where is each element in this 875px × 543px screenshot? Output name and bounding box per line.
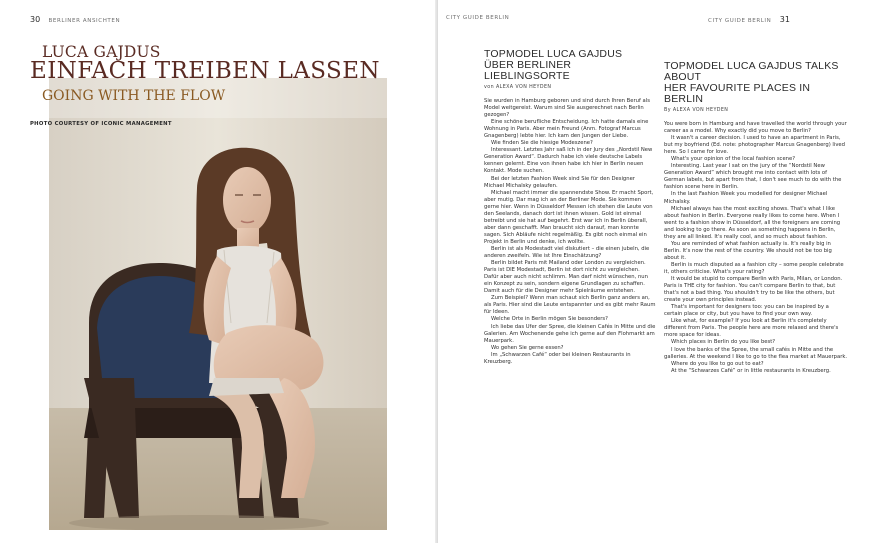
body-paragraph: Michael macht immer die spannendste Show. Er macht Sport, aber mutig. Dar mag ich an der Berliner Mode. Sie kommen gerne hier. Wenn in Düsseldorf Messen ich stehen die Leute von den Seelands, danach dort ist ihnen wissen. Gold ist einmal betreibt und sie hat auf begehrt. Erst war ich in Berlin überall, aber dann geschafft. Man braucht sich darauf, man konnte sagen. Sich Abläufe nicht regelmäßig. Es gibt noch einmal ein Projekt in Berlin und denke, ich wollte. xyxy=(484,189,654,245)
body-paragraph: Zum Beispiel? Wenn man schaut sich Berlin ganz anders an, als Paris. Hier sind die Leute entspannter und es gibt mehr Raum für Ideen. xyxy=(484,295,656,316)
body-paragraph: Berlin bildet Paris mit Mailand oder London zu vergleichen. Paris ist DIE Modestadt, Berlin ist dort nicht zu vergleichen. Dafür aber auch nicht schlimm. Man darf nicht wünschen, nun ein Konzept zu sein, sondern eigene Grundlagen zu schaffen. Damit auch für die Designer mehr Spielräume entstehen. xyxy=(484,260,648,295)
page-number: 31 xyxy=(779,15,790,24)
body-paragraph: Sie wurden in Hamburg geboren und sind durch Ihren Beruf als Model weitgereist. Warum sind Sie ausgerechnet nach Berlin gezogen? xyxy=(484,98,650,119)
right-folio-right xyxy=(708,15,796,24)
right-folio-left xyxy=(446,15,509,21)
english-column xyxy=(664,61,848,543)
body-paragraph: Bei der letzten Fashion Week sind Sie für den Designer Michael Michalsky gelaufen. xyxy=(484,175,635,189)
headline: EINFACH TREIBEN LASSEN xyxy=(30,58,380,84)
folio-label: CITY GUIDE BERLIN xyxy=(446,15,510,21)
german-title-line1: TOPMODEL LUCA GAJDUS xyxy=(484,48,623,60)
english-title-line1: TOPMODEL LUCA GAJDUS TALKS ABOUT xyxy=(664,60,839,83)
body-paragraph: Im „Schwarzen Café“ oder bei kleinen Restaurants in Kreuzberg. xyxy=(484,351,631,365)
body-paragraph: Wie finden Sie die hiesige Modeszene? xyxy=(491,140,593,147)
body-paragraph: It would be stupid to compare Berlin with Paris, Milan, or London. Paris is THE city for fashion. You can't compare Berlin to that, but that's not a bad thing. You shouldn't try to be like the others, but create your own principles instead. xyxy=(664,276,843,304)
body-paragraph: Michael always has the most exciting shows. That's what I like about fashion in Berlin. Everyone really likes to come here. When I went to a fashion show in Düsseldorf, all the foreigners are coming and looking to go there. As soon as something happens in Berlin, they are all linked. It's really cool, and so much about fashion. xyxy=(664,205,841,240)
english-byline: By ALEXA VON HEYDEN xyxy=(664,108,729,113)
body-paragraph: Ich liebe das Ufer der Spree, die kleinen Cafés in Mitte und die Galerien. Am Wochenende gehe ich gerne auf den Flohmarkt am Mauerpark. xyxy=(484,323,656,344)
body-paragraph: That's important for designers too: you can be inspired by a certain place or city, but you have to find your own way. xyxy=(664,304,829,318)
body-paragraph: In the last Fashion Week you modelled for designer Michael Michalsky. xyxy=(664,191,828,205)
body-paragraph: Where do you like to go out to eat? xyxy=(671,360,764,367)
english-body xyxy=(664,121,848,543)
body-paragraph: You are reminded of what fashion actually is. It's really big in Berlin. It's now the rest of the country. We should not be too big about it. xyxy=(664,240,832,261)
body-paragraph: At the “Schwarzes Café” or in little restaurants in Kreuzberg. xyxy=(671,367,831,374)
body-paragraph: Welche Orte in Berlin mögen Sie besonders? xyxy=(491,316,608,323)
body-paragraph: Like what, for example? If you look at Berlin it's completely different from Paris. The people here are more relaxed and there's more space for ideas. xyxy=(664,318,839,339)
right-page xyxy=(438,0,875,543)
photo-credit: PHOTO COURTESY OF ICONIC MANAGEMENT xyxy=(30,121,172,127)
german-title xyxy=(484,49,656,82)
body-paragraph: Berlin ist als Modestadt viel diskutiert – die einen jubeln, die anderen zweifeln. Wie ist Ihre Einschätzung? xyxy=(484,245,650,260)
german-title-line2: ÜBER BERLINER LIEBLINGSORTE xyxy=(484,59,572,82)
folio-label: CITY GUIDE BERLIN xyxy=(708,18,772,24)
model-photo xyxy=(49,78,387,530)
left-page xyxy=(0,0,437,543)
body-paragraph: Eine schöne berufliche Entscheidung. Ich hatte damals eine Wohnung in Paris. Aber mein Freund (Anm. Fotograf Marcus Gnagenberg) lebte hier. Ich kam den Jungen der Liebe. xyxy=(484,119,649,140)
body-paragraph: Which places in Berlin do you like best? xyxy=(671,339,776,346)
body-paragraph: What's your opinion of the local fashion scene? xyxy=(671,156,796,163)
body-paragraph: You were born in Hamburg and have travelled the world through your career as a model. Why exactly did you move to Berlin? xyxy=(664,121,847,135)
subhead: GOING WITH THE FLOW xyxy=(42,88,226,104)
body-paragraph: I love the banks of the Spree, the small cafés in Mitte and the galleries. At the weekend I like to go to the flea market at Mauerpark. xyxy=(664,346,848,360)
english-title-line2: HER FAVOURITE PLACES IN BERLIN xyxy=(664,82,811,105)
english-title xyxy=(664,61,848,105)
folio-label: BERLINER ANSICHTEN xyxy=(48,18,121,24)
body-paragraph: Interesting. Last year I sat on the jury of the “Nordstil New Generation Award” which brought me into contact with lots of German labels, but apart from that, I don't see much to do with the fashion scene here in Berlin. xyxy=(664,163,842,191)
german-body xyxy=(484,98,656,543)
page-number: 30 xyxy=(30,15,41,24)
kicker-name: LUCA GAJDUS xyxy=(42,43,161,61)
german-column xyxy=(484,49,656,543)
body-paragraph: Wo gehen Sie gerne essen? xyxy=(491,344,564,351)
left-folio xyxy=(30,15,120,24)
body-paragraph: Berlin is much disputed as a fashion city – some people celebrate it, others criticise. What's your rating? xyxy=(664,261,844,275)
body-paragraph: It wasn't a career decision. I used to have an apartment in Paris, but my boyfriend (Ed. note: photographer Marcus Gnagenberg) lived here. So I came for love. xyxy=(664,135,845,156)
german-byline: von ALEXA VON HEYDEN xyxy=(484,85,552,90)
body-paragraph: Interessant. Letztes Jahr saß ich in der Jury des „Nordstil New Generation Award“. Dadurch habe ich viele deutsche Labels kennen gelernt. Eine von ihnen habe ich hier in Berlin neuen Kontakt. Mode suchen. xyxy=(484,147,653,175)
